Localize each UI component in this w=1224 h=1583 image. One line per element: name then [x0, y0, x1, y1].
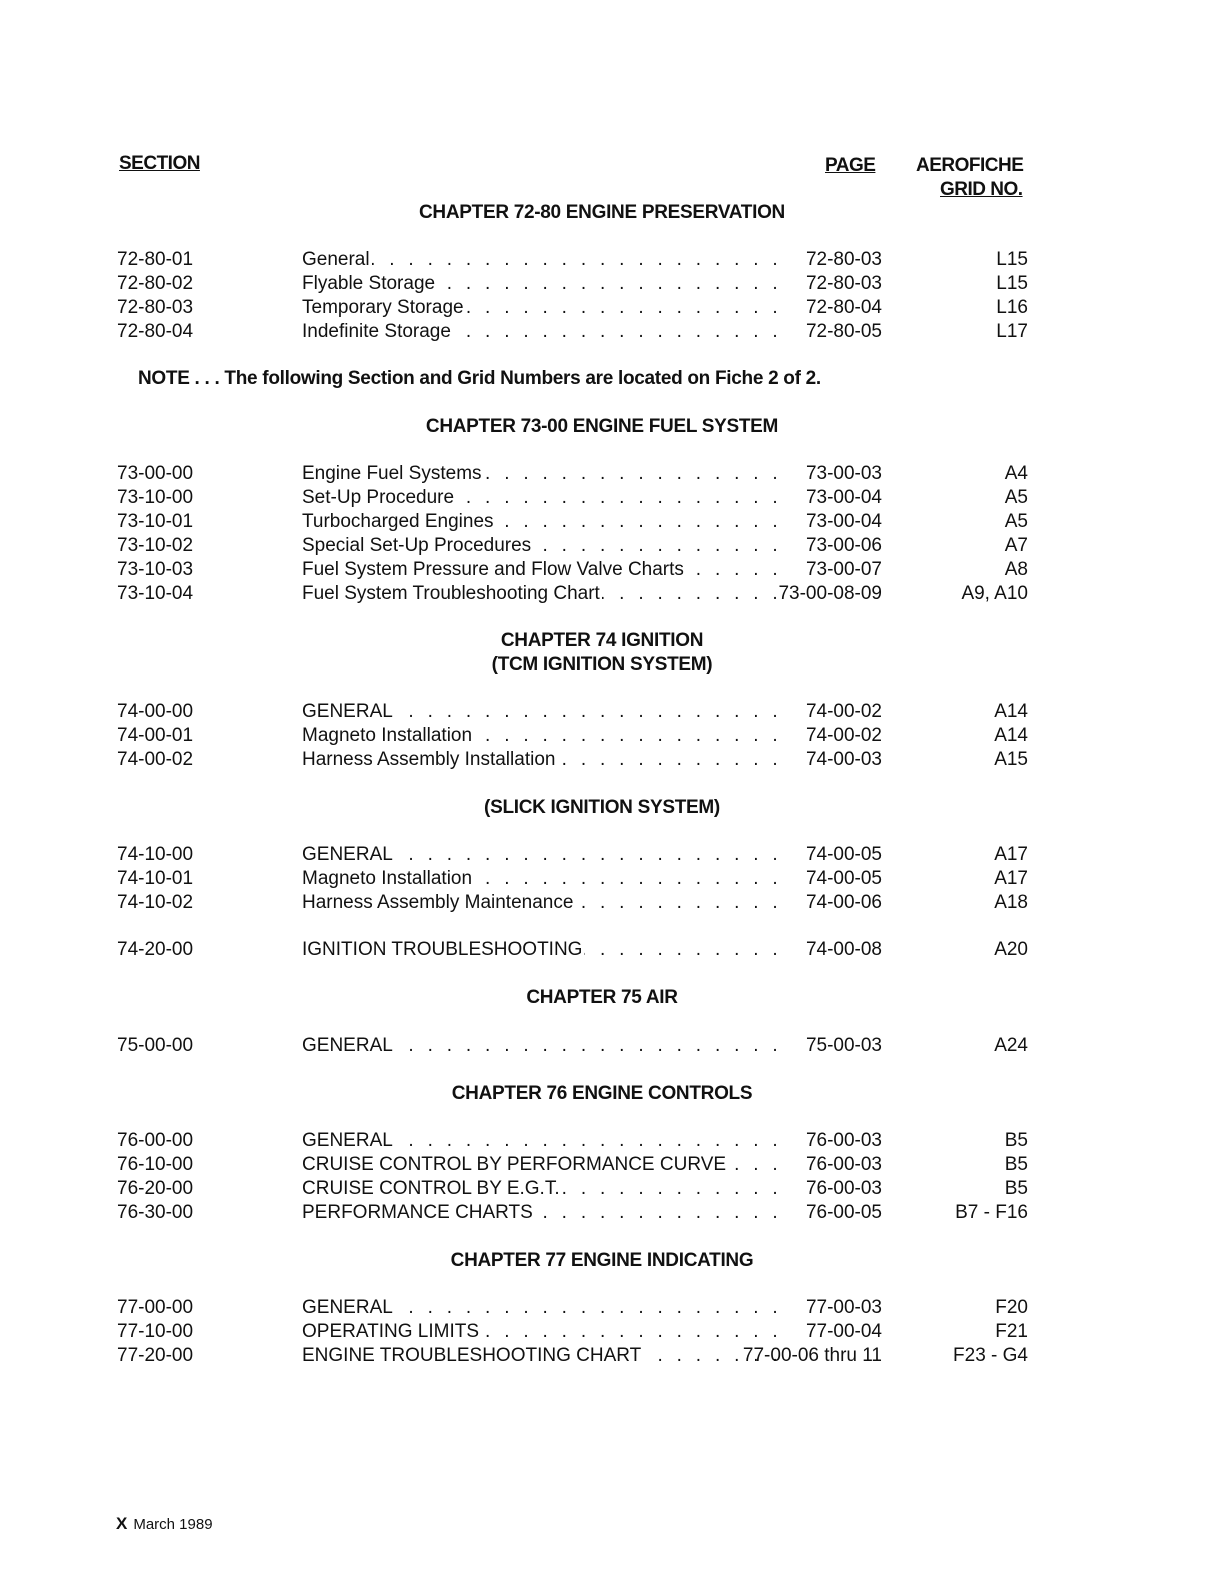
entry-title	[302, 701, 782, 723]
slick-ignition-title: (SLICK IGNITION SYSTEM)	[484, 797, 720, 818]
page-reference: 72-80-04	[805, 297, 882, 318]
toc-row	[0, 1178, 1224, 1202]
section-number: 76-20-00	[117, 1178, 194, 1199]
entry-title-text: Flyable Storage	[302, 273, 436, 294]
grid-number: B5	[1004, 1130, 1028, 1151]
entry-title-text: CRUISE CONTROL BY PERFORMANCE CURVE	[302, 1154, 727, 1175]
entry-title-text: Temporary Storage	[302, 297, 464, 318]
entry-title-text: OPERATING LIMITS	[302, 1321, 480, 1342]
section-number: 72-80-01	[117, 249, 194, 270]
page-reference: 74-00-08	[805, 939, 882, 960]
section-number: 77-10-00	[117, 1321, 194, 1342]
grid-number: L16	[996, 297, 1028, 318]
grid-number: A9, A10	[961, 583, 1028, 604]
toc-row	[0, 559, 1224, 583]
entry-title	[302, 725, 782, 747]
section-number: 73-10-02	[117, 535, 194, 556]
grid-number: F21	[995, 1321, 1028, 1342]
entry-title-text: GENERAL	[302, 1035, 393, 1056]
section-column-header: SECTION	[119, 153, 200, 174]
entry-title	[302, 939, 782, 961]
grid-number: B7 - F16	[955, 1202, 1028, 1223]
entry-title-text: Indefinite Storage	[302, 321, 451, 342]
chapter-74-subtitle: (TCM IGNITION SYSTEM)	[491, 654, 713, 675]
section-number: 74-00-00	[117, 701, 194, 722]
section-number: 74-10-02	[117, 892, 194, 913]
page-reference: 72-80-03	[805, 273, 882, 294]
entry-title	[302, 749, 782, 771]
page-reference: 74-00-06	[805, 892, 882, 913]
toc-row	[0, 725, 1224, 749]
section-number: 75-00-00	[117, 1035, 194, 1056]
section-number: 72-80-03	[117, 297, 194, 318]
page-reference: 74-00-03	[805, 749, 882, 770]
grid-number: B5	[1004, 1154, 1028, 1175]
entry-title-text: Special Set-Up Procedures	[302, 535, 532, 556]
chapter-72-title: CHAPTER 72-80 ENGINE PRESERVATION	[419, 202, 785, 223]
entry-title	[302, 1345, 782, 1367]
page-reference: 74-00-02	[805, 725, 882, 746]
section-number: 74-20-00	[117, 939, 194, 960]
entry-title-text: Engine Fuel Systems	[302, 463, 482, 484]
page-reference: 76-00-03	[805, 1178, 882, 1199]
section-number: 76-00-00	[117, 1130, 194, 1151]
toc-row	[0, 868, 1224, 892]
entry-title-text: GENERAL	[302, 1297, 393, 1318]
toc-row	[0, 463, 1224, 487]
toc-row	[0, 535, 1224, 559]
grid-number: A18	[994, 892, 1028, 913]
page-reference: 75-00-03	[805, 1035, 882, 1056]
entry-title	[302, 297, 782, 319]
page-reference: 73-00-03	[805, 463, 882, 484]
section-number: 74-10-01	[117, 868, 194, 889]
chapter-75-title: CHAPTER 75 AIR	[526, 987, 678, 1008]
grid-number: A24	[994, 1035, 1028, 1056]
entry-title-text: Set-Up Procedure	[302, 487, 455, 508]
toc-row	[0, 487, 1224, 511]
chapter-76-title: CHAPTER 76 ENGINE CONTROLS	[451, 1083, 753, 1104]
entry-title	[302, 1202, 782, 1224]
chapter-77-title: CHAPTER 77 ENGINE INDICATING	[450, 1250, 754, 1271]
entry-title	[302, 1130, 782, 1152]
entry-title-text: Magneto Installation	[302, 868, 473, 889]
page-reference: 72-80-03	[805, 249, 882, 270]
section-number: 76-30-00	[117, 1202, 194, 1223]
fiche-note: NOTE . . . The following Section and Grid Numbers are located on Fiche 2 of 2.	[138, 368, 821, 389]
entry-title-text: Harness Assembly Installation	[302, 749, 556, 770]
entry-title	[302, 583, 782, 605]
entry-title	[302, 1035, 782, 1057]
entry-title-text: GENERAL	[302, 844, 393, 865]
entry-title-text: PERFORMANCE CHARTS	[302, 1202, 533, 1223]
page-reference: 77-00-03	[805, 1297, 882, 1318]
grid-number: L17	[996, 321, 1028, 342]
entry-title-text: Magneto Installation	[302, 725, 473, 746]
page-column-header: PAGE	[825, 155, 876, 176]
page-reference: 73-00-07	[805, 559, 882, 580]
entry-title-text: Fuel System Pressure and Flow Valve Charts	[302, 559, 684, 580]
entry-title-text: Turbocharged Engines	[302, 511, 494, 532]
grid-number: A5	[1004, 511, 1028, 532]
revision-date: March 1989	[133, 1516, 213, 1533]
entry-title-text: IGNITION TROUBLESHOOTING	[302, 939, 583, 960]
entry-title-text: Harness Assembly Maintenance	[302, 892, 574, 913]
entry-title	[302, 321, 782, 343]
toc-row	[0, 1154, 1224, 1178]
page-reference: 74-00-05	[805, 844, 882, 865]
toc-row	[0, 321, 1224, 345]
grid-number: A15	[994, 749, 1028, 770]
aerofiche-column-header: AEROFICHE	[916, 155, 1024, 176]
grid-number: F20	[995, 1297, 1028, 1318]
entry-title	[302, 511, 782, 533]
section-number: 72-80-02	[117, 273, 194, 294]
page-footer	[116, 1514, 213, 1534]
entry-title	[302, 273, 782, 295]
section-number: 74-10-00	[117, 844, 194, 865]
toc-row	[0, 583, 1224, 607]
section-number: 73-10-03	[117, 559, 194, 580]
page-reference: 77-00-04	[805, 1321, 882, 1342]
entry-title	[302, 559, 782, 581]
chapter-74-title: CHAPTER 74 IGNITION	[500, 630, 704, 651]
grid-number: L15	[996, 273, 1028, 294]
page-reference: 74-00-02	[805, 701, 882, 722]
grid-number: A4	[1004, 463, 1028, 484]
grid-number: A14	[994, 701, 1028, 722]
chapter-73-title: CHAPTER 73-00 ENGINE FUEL SYSTEM	[425, 416, 779, 437]
entry-title	[302, 1321, 782, 1343]
toc-row	[0, 1202, 1224, 1226]
grid-number: A17	[994, 844, 1028, 865]
section-number: 77-20-00	[117, 1345, 194, 1366]
toc-row	[0, 297, 1224, 321]
section-number: 74-00-02	[117, 749, 194, 770]
section-number: 73-10-04	[117, 583, 194, 604]
entry-title-text: CRUISE CONTROL BY E.G.T.	[302, 1178, 560, 1199]
section-number: 77-00-00	[117, 1297, 194, 1318]
entry-title	[302, 892, 782, 914]
entry-title-text: ENGINE TROUBLESHOOTING CHART	[302, 1345, 642, 1366]
section-number: 73-10-00	[117, 487, 194, 508]
grid-number: A17	[994, 868, 1028, 889]
section-number: 72-80-04	[117, 321, 194, 342]
page-reference: 73-00-08-09	[778, 583, 882, 604]
section-number: 74-00-01	[117, 725, 194, 746]
toc-row	[0, 273, 1224, 297]
toc-row	[0, 701, 1224, 725]
toc-row	[0, 939, 1224, 963]
section-number: 73-10-01	[117, 511, 194, 532]
section-number: 73-00-00	[117, 463, 194, 484]
toc-row	[0, 1345, 1224, 1369]
entry-title-text: General	[302, 249, 370, 270]
toc-row	[0, 892, 1224, 916]
grid-number: A7	[1004, 535, 1028, 556]
page-reference: 77-00-06 thru 11	[742, 1345, 882, 1366]
entry-title	[302, 1154, 782, 1176]
grid-number: B5	[1004, 1178, 1028, 1199]
page-number: X	[116, 1514, 128, 1533]
toc-row	[0, 1321, 1224, 1345]
toc-row	[0, 249, 1224, 273]
entry-title	[302, 487, 782, 509]
entry-title	[302, 463, 782, 485]
grid-number: A8	[1004, 559, 1028, 580]
page-reference: 73-00-04	[805, 487, 882, 508]
toc-row	[0, 511, 1224, 535]
page-reference: 73-00-04	[805, 511, 882, 532]
toc-row	[0, 749, 1224, 773]
grid-no-column-header: GRID NO.	[940, 179, 1023, 200]
toc-row	[0, 844, 1224, 868]
grid-number: A14	[994, 725, 1028, 746]
entry-title-text: Fuel System Troubleshooting Chart	[302, 583, 600, 604]
entry-title	[302, 1178, 782, 1200]
grid-number: F23 - G4	[953, 1345, 1028, 1366]
page-reference: 72-80-05	[805, 321, 882, 342]
entry-title	[302, 1297, 782, 1319]
entry-title	[302, 535, 782, 557]
grid-number: A20	[994, 939, 1028, 960]
entry-title-text: GENERAL	[302, 701, 393, 722]
toc-row	[0, 1035, 1224, 1059]
grid-number: A5	[1004, 487, 1028, 508]
page-reference: 73-00-06	[805, 535, 882, 556]
page-reference: 76-00-03	[805, 1154, 882, 1175]
page-reference: 76-00-03	[805, 1130, 882, 1151]
toc-row	[0, 1130, 1224, 1154]
entry-title	[302, 249, 782, 271]
toc-row	[0, 1297, 1224, 1321]
entry-title-text: GENERAL	[302, 1130, 393, 1151]
page-reference: 74-00-05	[805, 868, 882, 889]
grid-number: L15	[996, 249, 1028, 270]
page-reference: 76-00-05	[805, 1202, 882, 1223]
entry-title	[302, 868, 782, 890]
entry-title	[302, 844, 782, 866]
section-number: 76-10-00	[117, 1154, 194, 1175]
